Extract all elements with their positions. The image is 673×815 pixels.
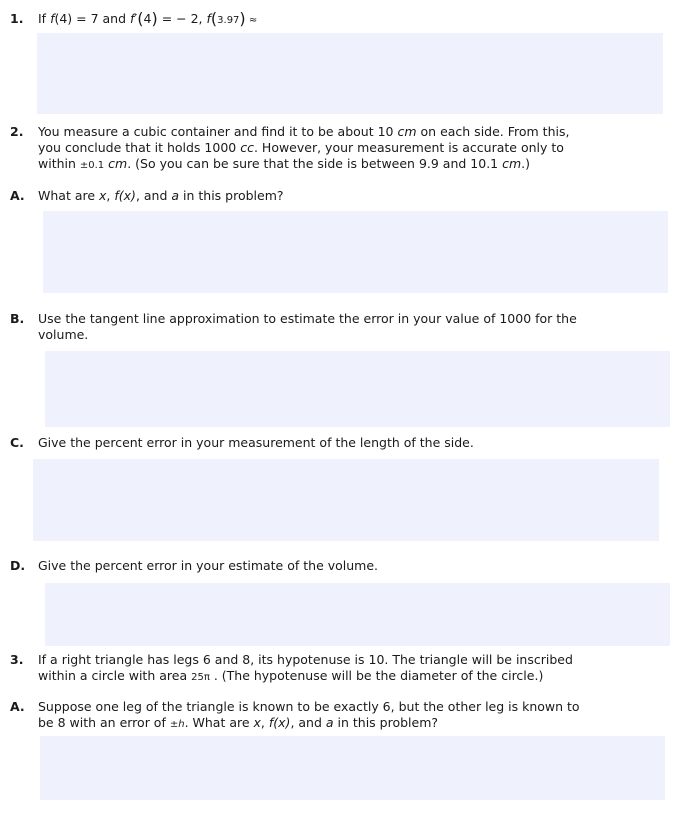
math-arg: 3.97: [217, 15, 240, 26]
answer-box-2d[interactable]: [45, 583, 670, 646]
question-line: Suppose one leg of the triangle is known to be exactly 6, but the other leg is known to: [38, 699, 580, 714]
math-paren: ): [151, 9, 158, 28]
text-segment: You measure a cubic container and find it to be about 10: [38, 124, 398, 139]
text-segment: , and: [135, 188, 172, 203]
math-f: f: [206, 11, 211, 26]
math-f: f: [50, 11, 55, 26]
text-segment: If: [38, 11, 51, 26]
part-label: A.: [10, 188, 25, 203]
text-segment: . (So you can be sure that the side is between 9.9 and 10.1: [127, 156, 503, 171]
text-segment: .): [521, 156, 531, 171]
question-number: 1.: [10, 11, 24, 26]
part-text: Give the percent error in your measurement of the length of the side.: [38, 435, 474, 450]
text-segment: in this problem?: [179, 188, 284, 203]
unit: cc: [240, 140, 254, 155]
text-segment: be 8 with an error of: [38, 715, 170, 730]
text-segment: ,: [106, 188, 115, 203]
answer-box-2a[interactable]: [43, 211, 668, 293]
text-segment: you conclude that it holds 1000: [38, 140, 241, 155]
math-arg: 4: [143, 11, 152, 26]
question-text: [38, 124, 613, 174]
plus-minus-value: ±0.1: [79, 160, 105, 171]
text-segment: . What are: [184, 715, 254, 730]
question-number: 3.: [10, 652, 24, 667]
part-label: B.: [10, 311, 25, 326]
text-segment: within a circle with area: [38, 668, 192, 683]
unit: cm: [397, 124, 417, 139]
math-fx: f(x): [114, 188, 136, 203]
question-line: [38, 140, 613, 156]
text-segment: within: [38, 156, 80, 171]
unit: cm: [502, 156, 522, 171]
part-label: D.: [10, 558, 26, 573]
question-line: [38, 156, 613, 174]
math-a: a: [171, 188, 180, 203]
question-line: If a right triangle has legs 6 and 8, its hypotenuse is 10. The triangle will be inscribed: [38, 652, 573, 667]
math-paren: (: [210, 9, 218, 28]
answer-box-2c[interactable]: [33, 459, 659, 541]
text-segment: (4) = 7 and: [54, 11, 131, 26]
part-text: [38, 188, 613, 204]
answer-box-2b[interactable]: [45, 351, 670, 427]
question-number: 2.: [10, 124, 24, 139]
question-line: [38, 715, 613, 733]
answer-box-1[interactable]: [37, 33, 663, 114]
math-x: x: [99, 188, 107, 203]
part-text: [38, 699, 613, 733]
math-fprime: f′: [130, 11, 138, 26]
math-x: x: [253, 715, 261, 730]
approx-symbol: ≈: [245, 15, 258, 26]
answer-box-3a[interactable]: [40, 736, 665, 800]
question-text: [38, 652, 613, 686]
question-line: [38, 124, 613, 140]
text-segment: = − 2,: [157, 11, 207, 26]
text-segment: in this problem?: [333, 715, 439, 730]
part-label: C.: [10, 435, 24, 450]
part-text: [38, 311, 613, 343]
text-segment: on each side. From this,: [416, 124, 570, 139]
math-fx: f(x): [268, 715, 291, 730]
text-segment: . (The hypotenuse will be the diameter of the circle.): [209, 668, 544, 683]
math-area: 25π: [191, 672, 210, 683]
text-segment: ,: [260, 715, 269, 730]
plus-minus-h: ±h: [169, 719, 185, 730]
math-paren: ): [239, 9, 246, 28]
question-line: volume.: [38, 327, 89, 342]
question-text: [38, 11, 613, 29]
math-a: a: [325, 715, 334, 730]
text-segment: . However, your measurement is accurate only to: [253, 140, 564, 155]
part-label: A.: [10, 699, 25, 714]
question-line: Use the tangent line approximation to estimate the error in your value of 1000 for the: [38, 311, 577, 326]
math-paren: (: [137, 9, 144, 28]
text-segment: , and: [290, 715, 326, 730]
text-segment: What are: [38, 188, 100, 203]
question-line: [38, 668, 613, 686]
unit: cm: [108, 156, 128, 171]
part-text: Give the percent error in your estimate of the volume.: [38, 558, 379, 573]
